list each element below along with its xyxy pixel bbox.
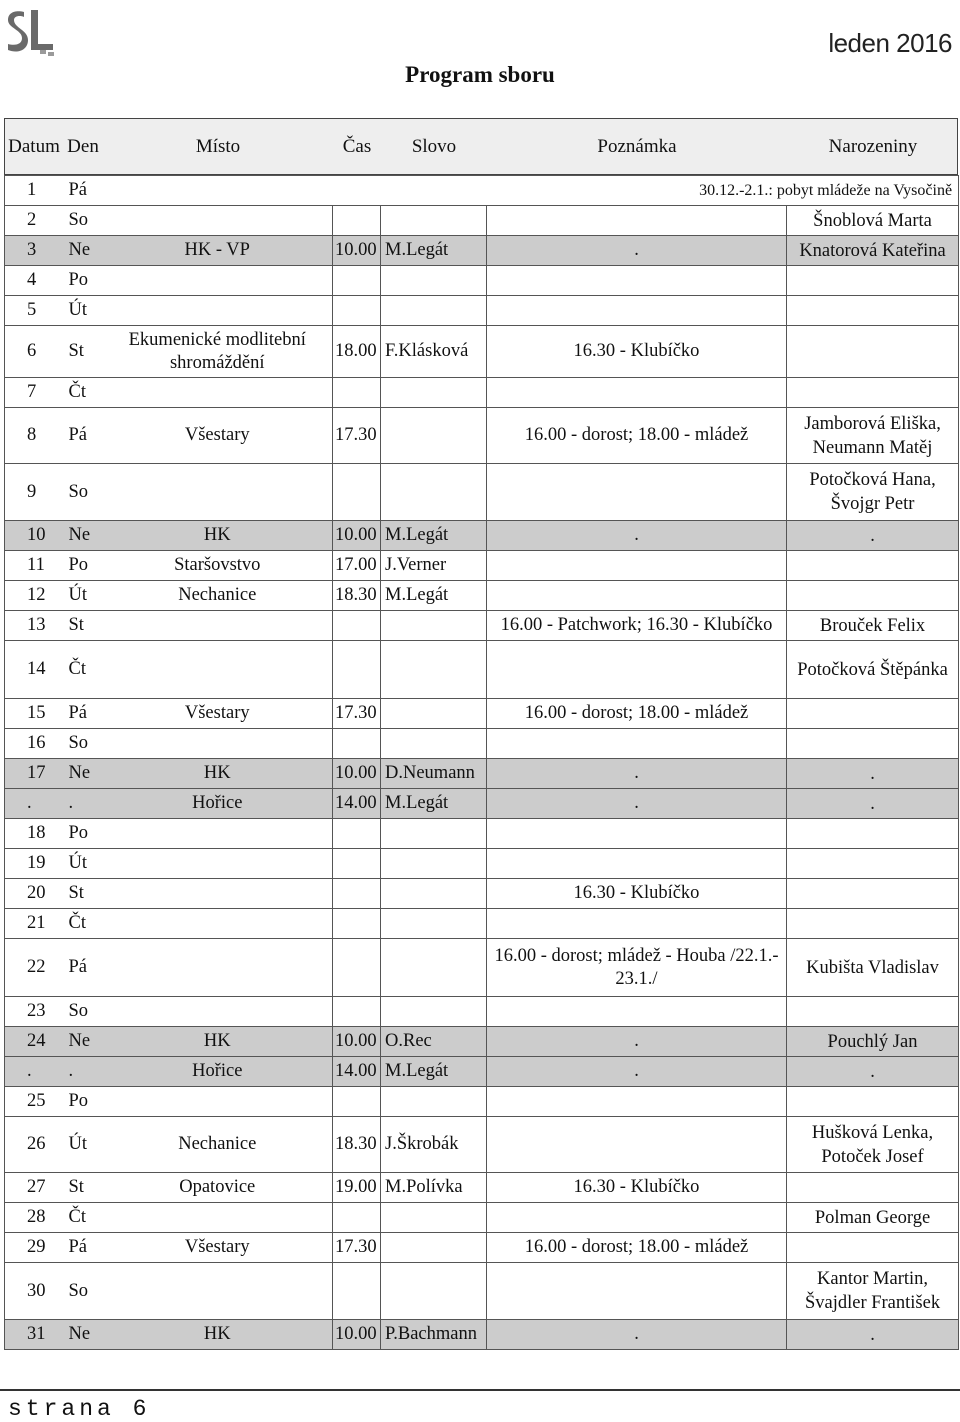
cell-cas: 19.00 [333,1173,381,1203]
cell-cas [333,378,381,408]
cell-slovo: M.Legát [381,521,487,551]
cell-slovo [381,378,487,408]
cell-datum: 27 [5,1173,63,1203]
cell-cas [333,909,381,939]
cell-slovo: M.Polívka [381,1173,487,1203]
cell-narozeniny [787,296,959,326]
table-row [5,849,959,879]
table-row [5,879,959,909]
cell-slovo [381,266,487,296]
cell-poznamka [487,819,787,849]
cell-poznamka [487,729,787,759]
cell-datum: 29 [5,1233,63,1263]
cell-den: Ne [63,1027,103,1057]
cell-narozeniny: Knatorová Kateřina [787,236,959,266]
cell-datum: 18 [5,819,63,849]
cell-den: So [63,206,103,236]
cell-misto: Všestary [103,408,333,464]
cell-datum: 23 [5,997,63,1027]
cell-poznamka: 16.00 - dorost; 18.00 - mládež [487,699,787,729]
cell-narozeniny: . [787,1320,959,1350]
cell-cas: 17.30 [333,408,381,464]
cell-poznamka: 16.00 - dorost; 18.00 - mládež [487,408,787,464]
col-header-slovo: Slovo [411,136,457,157]
cell-misto: Opatovice [103,1173,333,1203]
cell-slovo: P.Bachmann [381,1320,487,1350]
cell-den: Ne [63,236,103,266]
cell-den: Čt [63,909,103,939]
cell-poznamka [487,296,787,326]
cell-slovo: M.Legát [381,581,487,611]
table-row [5,1233,959,1263]
cell-cas: 10.00 [333,521,381,551]
cell-misto: Staršovstvo [103,551,333,581]
cell-poznamka [487,641,787,699]
cell-cas: 17.00 [333,551,381,581]
cell-narozeniny [787,997,959,1027]
cell-poznamka: 16.00 - dorost; mládež - Houba /22.1.- 23.1./ [487,939,787,997]
cell-den: Čt [63,1203,103,1233]
cell-poznamka: . [487,759,787,789]
cell-slovo: F.Klásková [381,326,487,378]
cell-misto: HK [103,1320,333,1350]
cell-misto [103,611,333,641]
cell-narozeniny: Pouchlý Jan [787,1027,959,1057]
table-row [5,789,959,819]
col-header-narozeniny: Narozeniny [828,136,918,157]
cell-slovo [381,1087,487,1117]
cell-slovo: J.Škrobák [381,1117,487,1173]
table-row [5,909,959,939]
cell-misto [103,641,333,699]
cell-den: Pá [63,176,103,206]
table-row [5,266,959,296]
table-row [5,581,959,611]
cell-poznamka: . [487,1057,787,1087]
cell-den: Po [63,819,103,849]
table-header [4,118,958,175]
cell-datum: 4 [5,266,63,296]
cell-narozeniny [787,1233,959,1263]
cell-slovo [381,296,487,326]
cell-slovo [381,206,487,236]
cell-den: So [63,729,103,759]
cell-cas [333,611,381,641]
table-row [5,819,959,849]
cell-den: Út [63,849,103,879]
table-row [5,699,959,729]
table-row [5,939,959,997]
cell-den: St [63,611,103,641]
cell-poznamka [487,909,787,939]
table-row [5,641,959,699]
cell-narozeniny [787,729,959,759]
cell-misto: Nechanice [103,1117,333,1173]
cell-poznamka: 16.00 - dorost; 18.00 - mládež [487,1233,787,1263]
cell-datum: 13 [5,611,63,641]
cell-datum: 11 [5,551,63,581]
cell-den: So [63,1263,103,1320]
month-label: leden 2016 [828,28,952,58]
cell-misto: Hořice [103,789,333,819]
cell-misto: Ekumenické modlitební shromáždění [103,326,333,378]
cell-slovo: M.Legát [381,789,487,819]
cell-poznamka: . [487,236,787,266]
cell-datum: 28 [5,1203,63,1233]
cell-misto [103,1087,333,1117]
cell-datum: . [5,1057,63,1087]
cell-narozeniny: Hušková Lenka, Potoček Josef [787,1117,959,1173]
cell-misto [103,939,333,997]
cell-slovo [381,699,487,729]
cell-cas: 18.30 [333,581,381,611]
cell-datum: 5 [5,296,63,326]
cell-cas [333,1087,381,1117]
cell-poznamka: . [487,789,787,819]
cell-datum: 3 [5,236,63,266]
cell-misto [103,819,333,849]
cell-cas [333,464,381,521]
cell-narozeniny [787,909,959,939]
cell-slovo [381,729,487,759]
cell-datum: 9 [5,464,63,521]
cell-den: Po [63,1087,103,1117]
cell-poznamka [487,266,787,296]
cell-narozeniny [787,581,959,611]
cell-cas [333,1203,381,1233]
cell-cas: 10.00 [333,1027,381,1057]
cell-datum: . [5,789,63,819]
cell-misto [103,909,333,939]
col-header-cas: Čas [342,136,372,157]
cell-datum: 21 [5,909,63,939]
cell-datum: 20 [5,879,63,909]
cell-den: St [63,326,103,378]
cell-slovo [381,909,487,939]
cell-slovo [381,879,487,909]
cell-cas [333,296,381,326]
cell-poznamka [487,378,787,408]
cell-narozeniny [787,1087,959,1117]
col-header-datum: Datum [8,136,60,157]
cell-cas [333,939,381,997]
col-header-poznamka: Poznámka [597,136,677,157]
cell-slovo: J.Verner [381,551,487,581]
cell-poznamka: 16.30 - Klubíčko [487,1173,787,1203]
cell-poznamka: . [487,521,787,551]
cell-misto [103,266,333,296]
cell-misto [103,378,333,408]
cell-poznamka [487,1117,787,1173]
cell-misto: HK [103,521,333,551]
cell-cas [333,266,381,296]
cell-slovo [381,641,487,699]
sl-logo [4,6,58,62]
cell-datum: 26 [5,1117,63,1173]
cell-misto: Všestary [103,699,333,729]
col-header-misto: Místo [195,136,241,157]
cell-cas: 14.00 [333,789,381,819]
cell-den: So [63,997,103,1027]
cell-poznamka: 30.12.-2.1.: pobyt mládeže na Vysočině [333,176,959,206]
cell-misto [103,1203,333,1233]
cell-slovo: M.Legát [381,1057,487,1087]
cell-poznamka [487,849,787,879]
cell-poznamka: 16.00 - Patchwork; 16.30 - Klubíčko [487,611,787,641]
cell-poznamka [487,1203,787,1233]
cell-datum: 19 [5,849,63,879]
schedule-table [4,175,959,1350]
cell-slovo [381,408,487,464]
cell-narozeniny: Jamborová Eliška, Neumann Matěj [787,408,959,464]
table-row [5,611,959,641]
cell-poznamka [487,206,787,236]
cell-narozeniny: . [787,759,959,789]
cell-den: St [63,879,103,909]
table-row [5,176,959,206]
table-row [5,326,959,378]
cell-poznamka: . [487,1027,787,1057]
cell-den: Ne [63,1320,103,1350]
cell-narozeniny [787,849,959,879]
cell-cas [333,819,381,849]
table-row [5,1087,959,1117]
cell-slovo [381,464,487,521]
cell-den: St [63,1173,103,1203]
cell-cas [333,1263,381,1320]
cell-poznamka [487,997,787,1027]
cell-datum: 14 [5,641,63,699]
cell-datum: 16 [5,729,63,759]
cell-narozeniny: Kantor Martin, Švajdler František [787,1263,959,1320]
cell-misto: Všestary [103,1233,333,1263]
cell-slovo [381,611,487,641]
table-row [5,1027,959,1057]
cell-slovo [381,1233,487,1263]
cell-den: Čt [63,378,103,408]
cell-misto [103,849,333,879]
cell-poznamka [487,581,787,611]
cell-den: Po [63,551,103,581]
cell-narozeniny [787,551,959,581]
page-title: Program sboru [405,62,555,87]
table-row [5,729,959,759]
col-header-den: Den [67,136,99,157]
cell-narozeniny [787,879,959,909]
cell-narozeniny: . [787,521,959,551]
cell-narozeniny: Potočková Hana, Švojgr Petr [787,464,959,521]
cell-narozeniny: Šnoblová Marta [787,206,959,236]
cell-misto [103,879,333,909]
table-row [5,1117,959,1173]
cell-poznamka: . [487,1320,787,1350]
cell-poznamka [487,1263,787,1320]
cell-slovo: M.Legát [381,236,487,266]
cell-datum: 8 [5,408,63,464]
cell-misto [103,296,333,326]
cell-narozeniny [787,378,959,408]
cell-datum: 24 [5,1027,63,1057]
table-row [5,759,959,789]
cell-den: Út [63,296,103,326]
cell-narozeniny: Kubišta Vladislav [787,939,959,997]
cell-slovo: O.Rec [381,1027,487,1057]
cell-narozeniny: . [787,789,959,819]
cell-cas: 10.00 [333,759,381,789]
table-row [5,1263,959,1320]
cell-cas [333,206,381,236]
table-row [5,464,959,521]
cell-cas: 10.00 [333,1320,381,1350]
table-row [5,1203,959,1233]
cell-cas [333,729,381,759]
cell-datum: 2 [5,206,63,236]
table-row [5,521,959,551]
cell-misto: HK [103,1027,333,1057]
cell-misto: Hořice [103,1057,333,1087]
cell-den: . [63,789,103,819]
table-row [5,1320,959,1350]
cell-slovo [381,849,487,879]
cell-den: . [63,1057,103,1087]
cell-slovo [381,1203,487,1233]
cell-misto [103,206,333,236]
cell-misto [103,729,333,759]
cell-cas: 17.30 [333,699,381,729]
cell-narozeniny [787,699,959,729]
cell-cas: 14.00 [333,1057,381,1087]
cell-slovo [381,819,487,849]
cell-datum: 30 [5,1263,63,1320]
cell-datum: 10 [5,521,63,551]
cell-misto [103,464,333,521]
cell-narozeniny [787,1173,959,1203]
cell-datum: 25 [5,1087,63,1117]
cell-slovo [381,997,487,1027]
cell-cas: 18.30 [333,1117,381,1173]
cell-poznamka [487,1087,787,1117]
cell-misto: HK - VP [103,236,333,266]
cell-poznamka [487,551,787,581]
cell-cas: 18.00 [333,326,381,378]
cell-den: Pá [63,408,103,464]
cell-poznamka: 16.30 - Klubíčko [487,326,787,378]
table-row [5,408,959,464]
cell-den: Ne [63,521,103,551]
cell-datum: 17 [5,759,63,789]
cell-datum: 15 [5,699,63,729]
cell-den: Čt [63,641,103,699]
cell-cas: 17.30 [333,1233,381,1263]
cell-datum: 31 [5,1320,63,1350]
table-row [5,236,959,266]
cell-den: Ne [63,759,103,789]
footer-rule [0,1389,960,1391]
cell-misto [103,1263,333,1320]
table-row [5,551,959,581]
table-row [5,378,959,408]
cell-narozeniny [787,326,959,378]
table-row [5,1173,959,1203]
cell-slovo [381,939,487,997]
cell-poznamka: 16.30 - Klubíčko [487,879,787,909]
table-row [5,296,959,326]
cell-datum: 6 [5,326,63,378]
cell-narozeniny [787,266,959,296]
cell-den: Pá [63,1233,103,1263]
cell-den: Po [63,266,103,296]
cell-cas [333,641,381,699]
cell-datum: 12 [5,581,63,611]
cell-datum: 22 [5,939,63,997]
cell-misto: HK [103,759,333,789]
cell-narozeniny [787,819,959,849]
cell-den: So [63,464,103,521]
cell-cas [333,997,381,1027]
cell-slovo [381,1263,487,1320]
cell-den: Út [63,581,103,611]
table-row [5,1057,959,1087]
cell-cas [333,849,381,879]
cell-slovo: D.Neumann [381,759,487,789]
page-number: strana 6 [8,1396,151,1422]
cell-den: Pá [63,699,103,729]
cell-datum: 7 [5,378,63,408]
cell-cas [333,879,381,909]
table-row [5,997,959,1027]
cell-den: Pá [63,939,103,997]
cell-poznamka [487,464,787,521]
table-row [5,206,959,236]
cell-narozeniny: . [787,1057,959,1087]
cell-narozeniny: Brouček Felix [787,611,959,641]
cell-narozeniny: Potočková Štěpánka [787,641,959,699]
cell-misto [103,176,333,206]
cell-misto [103,997,333,1027]
cell-misto: Nechanice [103,581,333,611]
cell-den: Út [63,1117,103,1173]
cell-narozeniny: Polman George [787,1203,959,1233]
cell-cas: 10.00 [333,236,381,266]
cell-datum: 1 [5,176,63,206]
